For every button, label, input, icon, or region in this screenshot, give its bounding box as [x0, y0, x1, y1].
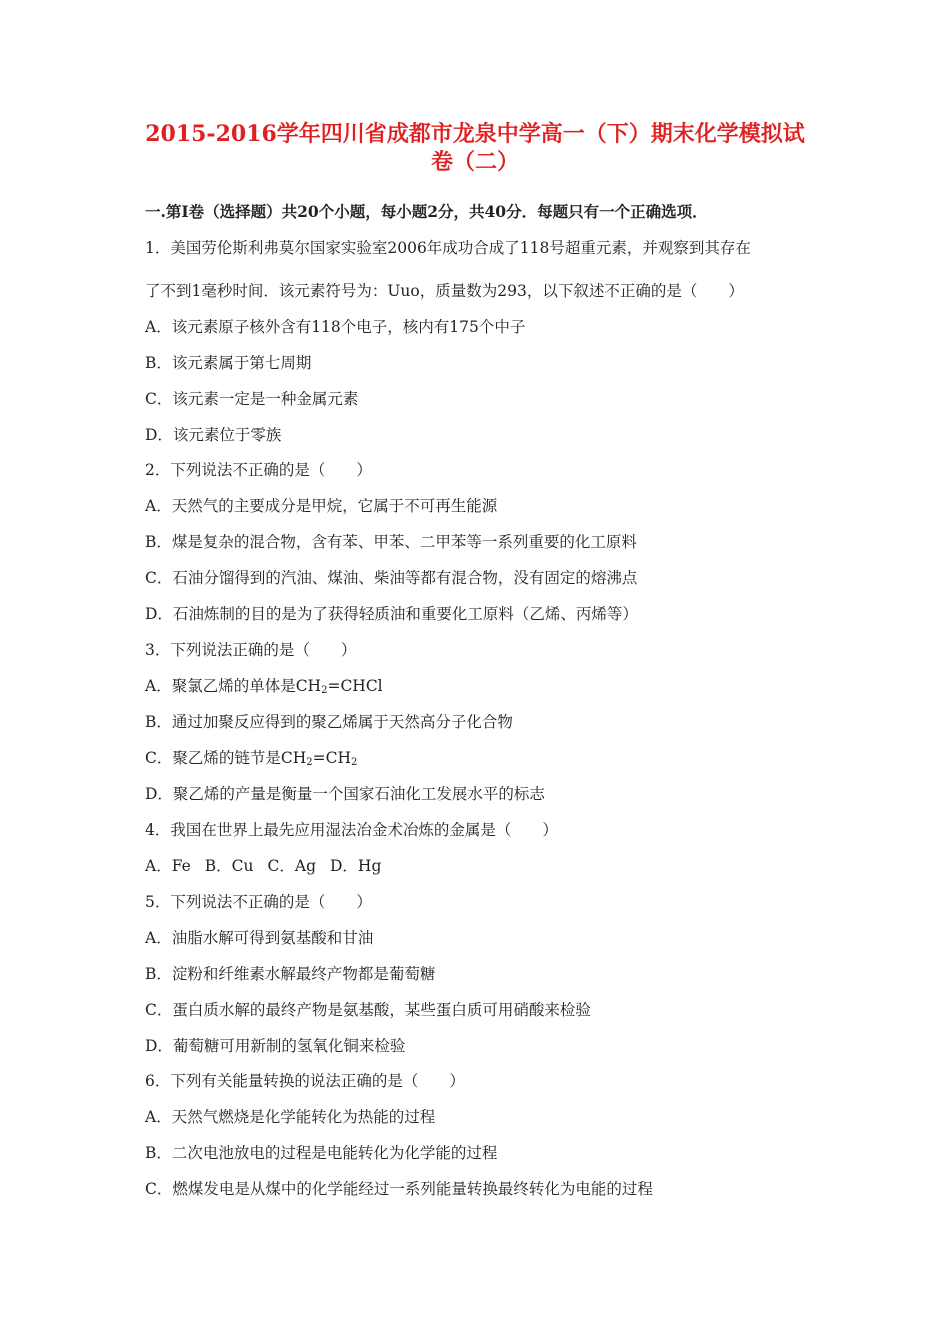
q2-option-b: B．煤是复杂的混合物，含有苯、甲苯、二甲苯等一系列重要的化工原料	[145, 533, 637, 551]
q1-option-b: B．该元素属于第七周期	[145, 354, 312, 372]
q6-stem: 6．下列有关能量转换的说法正确的是（ ）	[145, 1072, 465, 1090]
q5-option-a: A．油脂水解可得到氨基酸和甘油	[145, 929, 374, 947]
q1-option-c: C．该元素一定是一种金属元素	[145, 390, 359, 408]
q4-option-c: C．Ag	[267, 857, 316, 875]
q1-stem-line-2: 了不到1毫秒时间．该元素符号为：Uuo，质量数为293，以下叙述不正确的是（ ）	[145, 282, 744, 300]
q3-option-b: B．通过加聚反应得到的聚乙烯属于天然高分子化合物	[145, 713, 513, 731]
q3-option-c: C．聚乙烯的链节是$CH_2=CH_2$	[145, 749, 358, 768]
title-line-1: 2015-2016学年四川省成都市龙泉中学高一（下）期末化学模拟试	[145, 121, 805, 147]
q4-options	[145, 854, 395, 876]
q6-option-a: A．天然气燃烧是化学能转化为热能的过程	[145, 1108, 436, 1126]
q1-stem-line-1: 1．美国劳伦斯利弗莫尔国家实验室2006年成功合成了118号超重元素，并观察到其存在	[145, 239, 751, 257]
q3-stem: 3．下列说法正确的是（ ）	[145, 641, 357, 659]
q5-option-c: C．蛋白质水解的最终产物是氨基酸，某些蛋白质可用硝酸来检验	[145, 1001, 591, 1019]
q5-option-b: B．淀粉和纤维素水解最终产物都是葡萄糖	[145, 965, 436, 983]
title-line-2: 卷（二）	[430, 149, 519, 175]
q4-option-a: A．Fe	[145, 857, 191, 875]
q1-option-d: D．该元素位于零族	[145, 426, 282, 444]
section-header: 一.第Ⅰ卷（选择题）共20个小题，每小题2分，共40分．每题只有一个正确选项．	[145, 202, 708, 221]
page-title	[80, 120, 870, 176]
q5-option-d: D．葡萄糖可用新制的氢氧化铜来检验	[145, 1037, 406, 1055]
q2-option-d: D．石油炼制的目的是为了获得轻质油和重要化工原料（乙烯、丙烯等）	[145, 605, 638, 623]
q1-option-a: A．该元素原子核外含有118个电子，核内有175个中子	[145, 318, 526, 336]
q2-option-c: C．石油分馏得到的汽油、煤油、柴油等都有混合物，没有固定的熔沸点	[145, 569, 638, 587]
q4-option-d: D．Hg	[330, 857, 382, 875]
q6-option-c: C．燃煤发电是从煤中的化学能经过一系列能量转换最终转化为电能的过程	[145, 1180, 653, 1198]
q5-stem: 5．下列说法不正确的是（ ）	[145, 893, 372, 911]
q2-option-a: A．天然气的主要成分是甲烷，它属于不可再生能源	[145, 497, 498, 515]
q4-option-b: B．Cu	[204, 857, 254, 875]
q3-option-d: D．聚乙烯的产量是衡量一个国家石油化工发展水平的标志	[145, 785, 545, 803]
q4-stem: 4．我国在世界上最先应用湿法冶金术冶炼的金属是（ ）	[145, 821, 558, 839]
q3-option-a: A．聚氯乙烯的单体是$CH_2=CHCl$	[145, 677, 383, 696]
q2-stem: 2．下列说法不正确的是（ ）	[145, 461, 372, 479]
q6-option-b: B．二次电池放电的过程是电能转化为化学能的过程	[145, 1144, 498, 1162]
